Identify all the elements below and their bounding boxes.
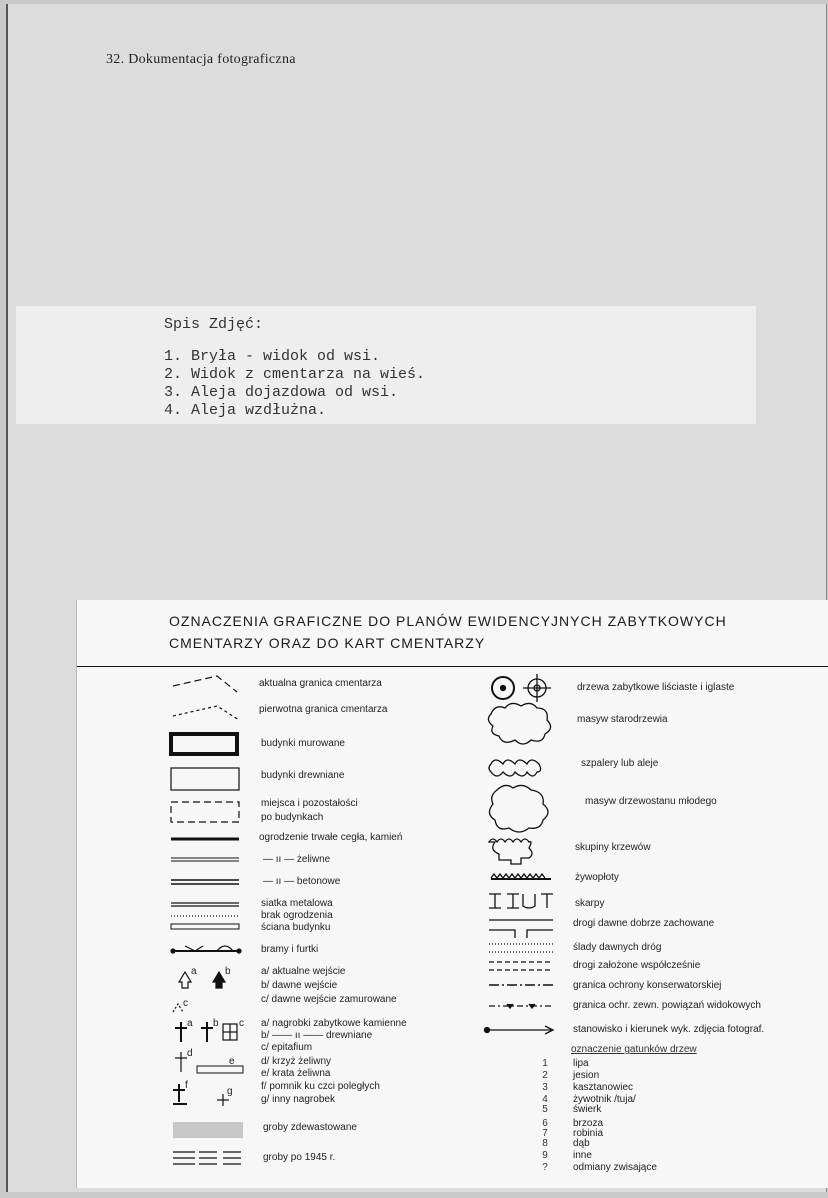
tree-species-name: robinia (573, 1128, 604, 1139)
legend-left-entry: — ıı — żeliwne (263, 854, 331, 865)
legend-left-entry: siatka metalowa (261, 898, 333, 909)
photo-list-slip (16, 306, 756, 424)
legend-left-entry: c/ dawne wejście zamurowane (261, 994, 397, 1005)
legend-left-entry: po budynkach (261, 812, 324, 823)
grave-letter-f: f (185, 1080, 188, 1091)
tree-species-number: 9 (542, 1150, 548, 1161)
legend-left-entry: groby po 1945 r. (263, 1152, 336, 1163)
legend-right-entry: masyw starodrzewia (577, 714, 668, 725)
legend-left-entry: f/ pomnik ku czci poległych (261, 1081, 380, 1092)
legend-left-entry: d/ krzyż żeliwny (261, 1056, 332, 1067)
legend-right-entry: drogi dawne dobrze zachowane (573, 918, 715, 929)
entrance-letter-b: b (225, 966, 231, 977)
tree-species-number: 2 (542, 1070, 548, 1081)
grave-letter-g: g (227, 1086, 233, 1097)
legend-left-entry: pierwotna granica cmentarza (259, 704, 388, 715)
grave-letter-a: a (187, 1018, 193, 1029)
tree-species-number: 7 (542, 1128, 548, 1139)
legend-right-entry: skarpy (575, 898, 605, 909)
legend-left-entry: e/ krata żeliwna (261, 1068, 331, 1079)
tree-species-name: jesion (573, 1070, 600, 1081)
legend-right-entry: granica ochrony konserwatorskiej (573, 980, 722, 991)
legend-card (76, 600, 828, 1188)
tree-species-name: żywotnik /tuja/ (573, 1094, 636, 1105)
entrance-letter-a: a (191, 966, 197, 977)
legend-right-entry: granica ochr. zewn. powiązań widokowych (573, 1000, 761, 1011)
tree-species-number: ? (542, 1162, 548, 1173)
tree-species-name: brzoza (573, 1118, 604, 1129)
legend-left-entry: aktualna granica cmentarza (259, 678, 382, 689)
legend-left-entry: a/ aktualne wejście (261, 966, 346, 977)
section-title: 32. Dokumentacja fotograficzna (106, 52, 296, 67)
legend-left-entry: ogrodzenie trwałe cegła, kamień (259, 832, 403, 843)
tree-species-number: 6 (542, 1118, 548, 1129)
grave-letter-e: e (229, 1056, 235, 1067)
tree-species-number: 5 (542, 1104, 548, 1115)
grave-letter-c: c (239, 1018, 244, 1029)
legend-right-entry: drzewa zabytkowe liściaste i iglaste (577, 682, 735, 693)
legend-left-entry: groby zdewastowane (263, 1122, 357, 1133)
tree-species-name: świerk (573, 1104, 602, 1115)
tree-species-name: odmiany zwisające (573, 1162, 657, 1173)
legend-left-entry: bramy i furtki (261, 944, 319, 955)
tree-species-number: 8 (542, 1138, 548, 1149)
legend-left-entry: — ıı — betonowe (263, 876, 341, 887)
grave-letter-b: b (213, 1018, 219, 1029)
legend-left-entry: b/ —— ıı —— drewniane (261, 1030, 373, 1041)
legend-left-entry: b/ dawne wejście (261, 980, 338, 991)
tree-species-name: kasztanowiec (573, 1082, 634, 1093)
photo-list-items (164, 348, 425, 420)
photo-list-item: 3. Aleja dojazdowa od wsi. (164, 384, 399, 401)
photo-list-item: 4. Aleja wzdłużna. (164, 402, 327, 419)
legend-left-entry: brak ogrodzenia (261, 910, 333, 921)
legend-right-entry: drogi założone współcześnie (573, 960, 701, 971)
tree-species-title: oznaczenie gatunków drzew (571, 1044, 697, 1055)
legend-left-entry: miejsca i pozostałości (261, 798, 358, 809)
legend-right-entry: stanowisko i kierunek wyk. zdjęcia fotograf. (573, 1024, 765, 1035)
legend-left-entry: ściana budynku (261, 922, 331, 933)
tree-species-number: 4 (542, 1094, 548, 1105)
tree-species-number: 1 (542, 1058, 548, 1069)
photo-list-item: 2. Widok z cmentarza na wieś. (164, 366, 426, 383)
legend-heading-line1: OZNACZENIA GRAFICZNE DO PLANÓW EWIDENCYJNYCH ZABYTKOWYCH (169, 613, 727, 629)
tree-species-name: dąb (573, 1138, 590, 1149)
legend-left-entry: budynki drewniane (261, 770, 345, 781)
legend-right-symbols (467, 600, 577, 1050)
legend-right-entry: skupiny krzewów (575, 842, 651, 853)
entrance-letter-c: c (183, 998, 188, 1009)
tree-species-name: inne (573, 1150, 592, 1161)
legend-left-entry: budynki murowane (261, 738, 345, 749)
photo-list-item: 1. Bryła - widok od wsi. (164, 348, 381, 365)
legend-right-entry: szpalery lub aleje (581, 758, 659, 769)
tree-species-name: lipa (573, 1058, 589, 1069)
legend-right-entry: żywopłoty (575, 872, 619, 883)
legend-right-entry: ślady dawnych dróg (573, 942, 662, 953)
legend-left-entry: g/ inny nagrobek (261, 1094, 335, 1105)
legend-right-entry: masyw drzewostanu młodego (585, 796, 717, 807)
grave-letter-d: d (187, 1048, 193, 1059)
tree-species-number: 3 (542, 1082, 548, 1093)
legend-left-entry: a/ nagrobki zabytkowe kamienne (261, 1018, 407, 1029)
legend-heading-line2: CMENTARZY ORAZ DO KART CMENTARZY (169, 635, 486, 651)
photo-list-title: Spis Zdjęć: (164, 316, 264, 333)
legend-left-entry: c/ epitafium (261, 1042, 313, 1053)
